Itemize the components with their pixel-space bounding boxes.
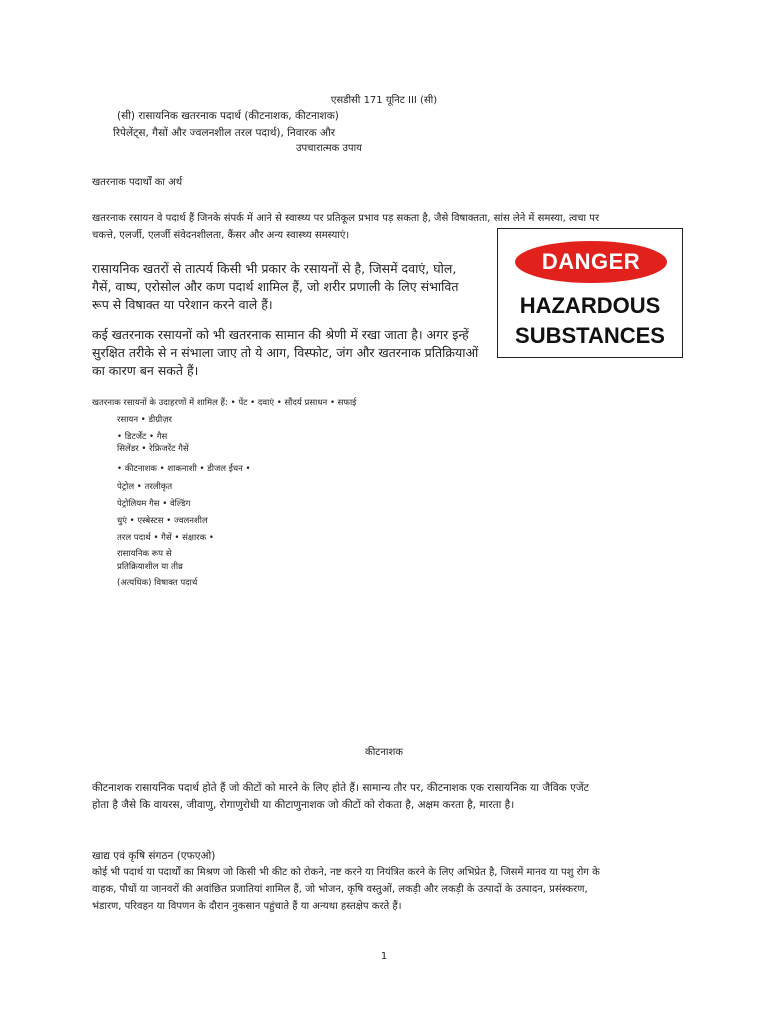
paragraph-line: रासायनिक खतरों से तात्पर्य किसी भी प्रकार के रसायनों से है, जिसमें दवाएं, घोल, <box>92 261 457 276</box>
header-line-2: (सी) रासायनिक खतरनाक पदार्थ (कीटनाशक, कीटनाशक) <box>117 110 339 122</box>
sign-line-hazardous: HAZARDOUS <box>519 293 661 318</box>
sign-line-substances: SUBSTANCES <box>515 323 665 348</box>
paragraph-line: रूप से विषाक्त या परेशान करने वाले हैं। <box>92 297 273 312</box>
list-item: • कीटनाशक • शाकनाशी • डीजल ईंधन • <box>117 464 251 474</box>
list-item: पेट्रोल • तरलीकृत <box>117 482 173 492</box>
list-item: धुएं • एस्बेस्टस • ज्वलनशील <box>117 516 208 526</box>
examples-intro: खतरनाक रसायनों के उदाहरणों में शामिल हैं: • पेंट • दवाएं • सौंदर्य प्रसाधन • सफाई <box>92 398 357 408</box>
paragraph-line: कोई भी पदार्थ या पदार्थों का मिश्रण जो किसी भी कीट को रोकने, नष्ट करने या नियंत्रित करने के लिए अभिप्रेत है, जिसमें मानव या पशु रोग के <box>92 867 600 878</box>
paragraph-line: गैसें, वाष्प, एरोसोल और कण पदार्थ शामिल हैं, जो शरीर प्रणाली के लिए संभावित <box>92 279 459 294</box>
list-item: रसायन • डीग्रीज़र <box>117 415 173 425</box>
list-item: (अत्यधिक) विषाक्त पदार्थ <box>117 578 198 588</box>
paragraph-line: वाहक, पौधों या जानवरों की अवांछित प्रजातियां शामिल हैं, जो भोजन, कृषि वस्तुओं, लकड़ी और लकड़ी के उत्पादों के उत्पादन, प्रसंस्करण, <box>92 884 588 895</box>
paragraph-line: कई खतरनाक रसायनों को भी खतरनाक सामान की श्रेणी में रखा जाता है। अगर इन्हें <box>92 327 469 342</box>
section-heading-pesticides: कीटनाशक <box>365 747 403 758</box>
paragraph-chemical-hazards <box>92 260 492 314</box>
page-number: 1 <box>380 951 388 962</box>
paragraph-line: भंडारण, परिवहन या विपणन के दौरान नुकसान पहुंचाते हैं या अन्यथा हस्तक्षेप करते हैं। <box>92 901 402 912</box>
paragraph-fao-definition <box>92 864 682 915</box>
header-line-3: रिपेलेंट्स, गैसों और ज्वलनशील तरल पदार्थ), निवारक और <box>113 127 336 139</box>
fao-heading: खाद्य एवं कृषि संगठन (एफएओ) <box>92 850 216 862</box>
examples-list <box>117 414 251 591</box>
paragraph-line: कीटनाशक रासायनिक पदार्थ होते हैं जो कीटों को मारने के लिए होते हैं। सामान्य तौर पर, कीटनाशक एक रासायनिक या जैविक एजेंट <box>92 782 589 794</box>
paragraph-line: सुरक्षित तरीके से न संभाला जाए तो ये आग, विस्फोट, जंग और खतरनाक प्रतिक्रियाओं <box>92 345 479 360</box>
header-line-1: एसडीसी 171 यूनिट III (सी) <box>330 95 438 106</box>
danger-label: DANGER <box>515 241 667 283</box>
list-item: पेट्रोलियम गैस • वेल्डिंग <box>117 499 191 509</box>
danger-hazardous-substances-sign <box>497 228 683 358</box>
paragraph-line: होता है जैसे कि वायरस, जीवाणु, रोगाणुरोधी या कीटाणुनाशक जो कीटों को रोकता है, अक्षम करता है, मारता है। <box>92 799 515 811</box>
document-header <box>0 93 768 109</box>
list-item: प्रतिक्रियाशील या तीव्र <box>117 562 183 572</box>
list-item: सिलेंडर • रेफ्रिजरेंट गैसें <box>117 444 189 454</box>
paragraph-line: चकत्ते, एलर्जी, एलर्जी संवेदनशीलता, कैंसर और अन्य स्वास्थ्य समस्याएं। <box>92 230 350 241</box>
list-item: तरल पदार्थ • गैसें • संक्षारक • <box>117 533 214 543</box>
paragraph-line: खतरनाक रसायन वे पदार्थ हैं जिनके संपर्क में आने से स्वास्थ्य पर प्रतिकूल प्रभाव पड़ सकता है, जैसे विषाक्तता, सांस लेने में समस्या, त्वचा पर <box>92 213 600 224</box>
list-item: रासायनिक रूप से <box>117 549 172 559</box>
paragraph-pesticides-definition <box>92 780 682 814</box>
header-line-4: उपचारात्मक उपाय <box>296 143 362 154</box>
section-heading-hazardous-meaning: खतरनाक पदार्थों का अर्थ <box>92 177 183 188</box>
paragraph-dangerous-goods <box>92 326 492 380</box>
paragraph-line: का कारण बन सकते हैं। <box>92 363 199 378</box>
list-item: • डिटर्जेंट • गैस <box>117 432 168 442</box>
